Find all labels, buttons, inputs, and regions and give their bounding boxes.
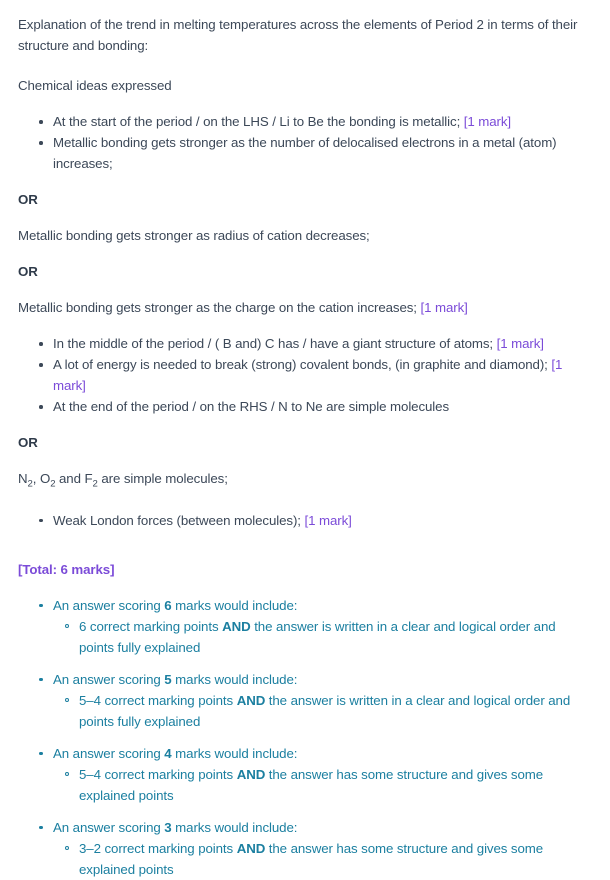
mark-allocation: [1 mark] (304, 512, 352, 528)
criteria-detail-item (61, 690, 592, 732)
intro-paragraph: Explanation of the trend in melting temperatures across the elements of Period 2 in terms of their structure and bonding: (18, 17, 578, 53)
or-statement-2-text: Metallic bonding gets stronger as the charge on the cation increases; (18, 300, 421, 315)
or-separator-1: OR (18, 192, 38, 207)
bullet-list-group-2 (18, 333, 592, 417)
bullet-text: In the middle of the period / ( B and) C has / have a giant structure of atoms; (53, 336, 497, 351)
criteria-lead-prefix: An answer scoring (53, 745, 165, 761)
molecules-formula-statement (18, 468, 592, 495)
criteria-item (35, 595, 592, 658)
criteria-lead-suffix: marks would include: (171, 671, 298, 687)
criteria-lead-suffix: marks would include: (171, 745, 298, 761)
criteria-detail-item (61, 838, 592, 880)
detail-prefix: 6 correct marking points (79, 618, 223, 634)
criteria-score: 3 (164, 819, 172, 835)
bullet-list-group-1 (18, 111, 592, 174)
detail-and: AND (222, 618, 251, 634)
detail-prefix: 5–4 correct marking points (79, 692, 237, 708)
list-item (35, 510, 592, 531)
criteria-score: 5 (164, 671, 172, 687)
detail-and: AND (236, 840, 266, 856)
detail-prefix: 5–4 correct marking points (79, 766, 237, 782)
criteria-detail-list (53, 616, 592, 658)
list-item (35, 354, 592, 396)
or-statement-1: Metallic bonding gets stronger as radius of cation decreases; (18, 228, 370, 243)
criteria-item (35, 669, 592, 732)
criteria-detail-item (61, 764, 592, 806)
detail-prefix: 3–2 correct marking points (79, 840, 237, 856)
formula-f-subscript: 2 (92, 478, 98, 490)
criteria-item (35, 817, 592, 880)
detail-suffix: the answer is written in a clear and logical order and points fully explained (79, 692, 571, 729)
or-statement-2 (18, 297, 592, 318)
criteria-lead-prefix: An answer scoring (53, 597, 165, 613)
criteria-score: 6 (164, 597, 172, 613)
criteria-item (35, 743, 592, 806)
detail-suffix: the answer is written in a clear and logical order and points fully explained (79, 618, 556, 655)
formula-f: F (84, 471, 93, 486)
formula-n-subscript: 2 (27, 478, 33, 490)
total-marks-badge: [Total: 6 marks] (18, 561, 115, 577)
or-separator-3: OR (18, 435, 38, 450)
detail-and: AND (236, 692, 266, 708)
mark-allocation: [1 mark] (463, 114, 511, 129)
list-item (35, 396, 592, 417)
formula-o: O (39, 471, 51, 486)
formula-tail: are simple molecules; (97, 471, 228, 486)
mark-allocation: [1 mark] (420, 300, 468, 315)
detail-suffix: the answer has some structure and gives some explained points (79, 766, 544, 803)
criteria-detail-list (53, 838, 592, 880)
criteria-score: 4 (164, 745, 172, 761)
formula-o-subscript: 2 (50, 478, 56, 490)
criteria-lead-suffix: marks would include: (171, 819, 298, 835)
mark-allocation: [1 mark] (496, 336, 544, 351)
formula-sep-1: , (32, 471, 40, 486)
criteria-lead-suffix: marks would include: (171, 597, 298, 613)
formula-n: N (18, 471, 28, 486)
list-item (35, 111, 592, 132)
mark-allocation: [1 mark] (53, 357, 563, 393)
criteria-detail-item (61, 616, 592, 658)
list-item (35, 333, 592, 354)
detail-and: AND (236, 766, 266, 782)
bullet-text: At the end of the period / on the RHS / N to Ne are simple molecules (53, 399, 450, 414)
criteria-lead-prefix: An answer scoring (53, 671, 165, 687)
criteria-lead-prefix: An answer scoring (53, 819, 165, 835)
detail-suffix: the answer has some structure and gives some explained points (79, 840, 544, 877)
bullet-text: A lot of energy is needed to break (strong) covalent bonds, (in graphite and diamond); (53, 357, 552, 372)
criteria-detail-list (53, 764, 592, 806)
chemical-ideas-heading: Chemical ideas expressed (18, 78, 172, 93)
bullet-text: Metallic bonding gets stronger as the number of delocalised electrons in a metal (atom) increases; (53, 135, 557, 171)
bullet-text: Weak London forces (between molecules); (53, 512, 305, 528)
bullet-text: At the start of the period / on the LHS / Li to Be the bonding is metallic; (53, 114, 464, 129)
list-item (35, 132, 592, 174)
or-separator-2: OR (18, 264, 38, 279)
bullet-list-group-3 (18, 510, 592, 531)
criteria-detail-list (53, 690, 592, 732)
formula-sep-2: and (55, 471, 85, 486)
marking-criteria-list (18, 595, 592, 880)
